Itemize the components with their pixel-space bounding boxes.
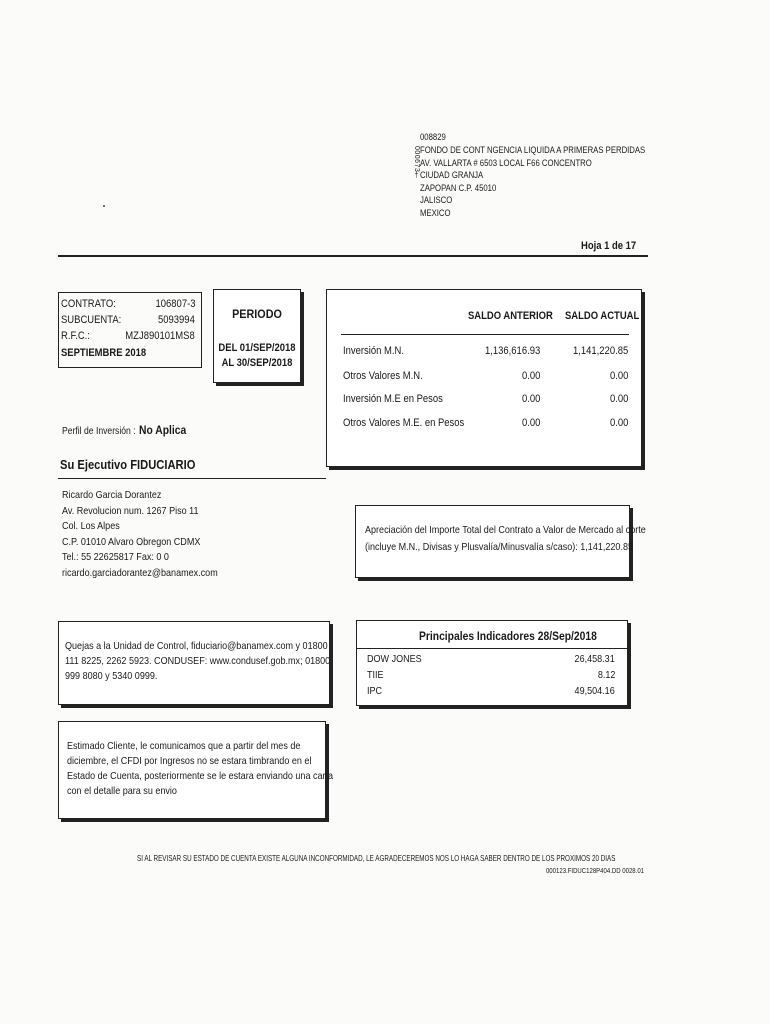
apreciacion-line: (incluye M.N., Divisas y Plusvalía/Minusvalía s/caso): 1,141,220.85 — [365, 541, 634, 553]
ejecutivo-line: Av. Revolucion num. 1267 Piso 11 — [62, 504, 199, 517]
perfil-value: No Aplica — [139, 423, 187, 437]
contrato-value: 106807-3 — [155, 298, 195, 310]
header-address — [420, 144, 682, 219]
address-line: CIUDAD GRANJA — [420, 170, 484, 180]
indicador-value: 26,458.31 — [574, 653, 615, 665]
saldo-row-label: Inversión M.E en Pesos — [343, 393, 443, 405]
saldo-row-anterior: 0.00 — [521, 393, 540, 405]
quejas-line: Quejas a la Unidad de Control, fiduciario@banamex.com y 01800 — [65, 640, 328, 652]
ejecutivo-details — [62, 488, 243, 581]
ejecutivo-rule — [58, 478, 326, 479]
footer-ref: 000123.FIDUC128P404.DD 0028.01 — [545, 868, 644, 875]
indicadores-rule — [357, 648, 627, 649]
contract-box — [58, 292, 202, 368]
indicador-label: IPC — [367, 685, 383, 697]
saldo-row-label: Otros Valores M.N. — [343, 370, 423, 382]
footer-notice: SI AL REVISAR SU ESTADO DE CUENTA EXISTE ALGUNA INCONFORMIDAD, LE AGRADECEREMOS NOS LO HAGA SABER DENTRO DE LOS PROXIMOS 20 DIAS — [137, 853, 616, 863]
saldos-header-rule — [341, 334, 629, 335]
contrato-label: CONTRATO: — [61, 298, 116, 310]
statement-month: SEPTIEMBRE 2018 — [61, 347, 147, 359]
address-line: MEXICO — [420, 207, 451, 218]
side-code: 000673† — [413, 146, 420, 180]
periodo-title: PERIODO — [232, 307, 282, 321]
perfil-label: Perfil de Inversión : — [62, 426, 136, 437]
periodo-to: AL 30/SEP/2018 — [221, 357, 293, 369]
aviso-line: Estimado Cliente, le comunicamos que a partir del mes de — [67, 740, 301, 752]
scan-dot — [103, 205, 105, 207]
apreciacion-box — [355, 505, 646, 578]
rfc-label: R.F.C.: — [61, 330, 90, 342]
quejas-line: 111 8225, 2262 5923. CONDUSEF: www.condusef.gob.mx; 01800 — [65, 655, 331, 667]
ejecutivo-email: ricardo.garciadorantez@banamex.com — [62, 566, 218, 579]
page-rule — [58, 255, 648, 257]
saldo-anterior-header: SALDO ANTERIOR — [468, 310, 553, 322]
saldo-row-label: Otros Valores M.E. en Pesos — [343, 417, 465, 429]
saldo-row-anterior: 0.00 — [521, 370, 540, 382]
apreciacion-line: Apreciación del Importe Total del Contrato a Valor de Mercado al corte — [365, 524, 646, 536]
quejas-line: 999 8080 y 5340 0999. — [65, 670, 158, 682]
periodo-box — [213, 289, 301, 383]
saldo-row-actual: 0.00 — [609, 370, 628, 382]
subcuenta-value: 5093994 — [158, 314, 195, 326]
page-number: Hoja 1 de 17 — [580, 240, 636, 252]
saldos-box — [326, 289, 642, 467]
indicador-label: DOW JONES — [367, 653, 422, 665]
address-line: FONDO DE CONT NGENCIA LIQUIDA A PRIMERAS PERDIDAS — [420, 145, 646, 155]
aviso-line: con el detalle para su envio — [67, 785, 177, 797]
ejecutivo-title: Su Ejecutivo FIDUCIARIO — [60, 457, 196, 472]
aviso-line: diciembre, el CFDI por Ingresos no se estara timbrando en el — [67, 755, 312, 767]
indicadores-box — [356, 620, 628, 706]
ejecutivo-phone: Tel.: 55 22625817 Fax: 0 0 — [62, 551, 169, 563]
saldo-actual-header: SALDO ACTUAL — [565, 310, 640, 322]
periodo-from: DEL 01/SEP/2018 — [218, 342, 296, 354]
rfc-value: MZJ890101MS8 — [125, 330, 195, 342]
ejecutivo-name: Ricardo Garcia Dorantez — [62, 489, 162, 501]
ejecutivo-line: C.P. 01010 Alvaro Obregon CDMX — [62, 535, 201, 548]
saldo-row-actual: 1,141,220.85 — [572, 345, 628, 357]
indicador-value: 49,504.16 — [574, 685, 615, 697]
address-line: AV. VALLARTA # 6503 LOCAL F66 CONCENTRO — [420, 157, 592, 168]
quejas-box — [58, 621, 330, 705]
indicadores-title: Principales Indicadores 28/Sep/2018 — [419, 629, 597, 643]
indicador-value: 8.12 — [597, 669, 615, 681]
ejecutivo-line: Col. Los Alpes — [62, 520, 120, 532]
subcuenta-label: SUBCUENTA: — [61, 314, 122, 326]
saldo-row-anterior: 1,136,616.93 — [484, 345, 540, 357]
address-line: ZAPOPAN C.P. 45010 — [420, 182, 497, 193]
address-line: JALISCO — [420, 195, 453, 205]
aviso-box — [58, 721, 334, 819]
saldo-row-anterior: 0.00 — [521, 417, 540, 429]
saldo-row-actual: 0.00 — [609, 393, 628, 405]
header-code: 008829 — [420, 132, 446, 142]
aviso-line: Estado de Cuenta, posteriormente se le estara enviando una carta — [67, 770, 334, 782]
saldo-row-label: Inversión M.N. — [343, 345, 404, 357]
indicador-label: TIIE — [367, 669, 384, 681]
saldo-row-actual: 0.00 — [609, 417, 628, 429]
